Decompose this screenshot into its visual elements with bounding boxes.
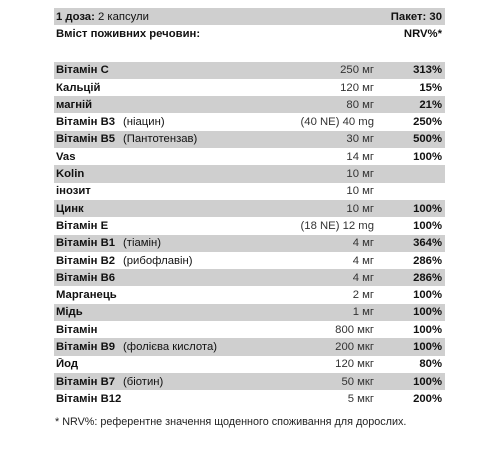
nutrient-name-cell	[56, 203, 262, 215]
nutrient-row	[54, 113, 445, 130]
nutrient-name: Кальцій	[56, 81, 101, 94]
nutrient-name-cell	[56, 151, 262, 163]
nutrient-name: Kolin	[56, 168, 85, 181]
nutrient-row	[54, 338, 445, 355]
nutrient-name: Vas	[56, 150, 76, 163]
nutrient-amount: 1 мг	[352, 306, 374, 319]
nutrient-nrv: 364%	[413, 237, 442, 250]
nutrient-name-cell	[56, 255, 262, 267]
nutrient-name-cell	[56, 272, 262, 284]
nrv-header: NRV%*	[403, 27, 442, 40]
nutrient-nrv: 100%	[413, 150, 442, 163]
nutrient-name: Вітамін B6	[56, 271, 116, 284]
nutrition-table	[54, 8, 445, 408]
content-label: Вміст поживних речовин:	[56, 27, 201, 40]
nutrient-amount: 4 мг	[352, 271, 374, 284]
nutrient-name: Вітамін B1	[56, 237, 116, 250]
nutrient-name-cell	[56, 358, 262, 370]
nutrient-rows	[54, 62, 445, 408]
nutrient-name: Вітамін B3	[56, 116, 116, 129]
nutrient-row	[54, 62, 445, 79]
nutrient-name: Вітамін B5	[56, 133, 116, 146]
nutrient-row	[54, 269, 445, 286]
nutrient-nrv: 286%	[413, 254, 442, 267]
nutrient-row	[54, 200, 445, 217]
nutrient-amount: (40 NE) 40 mg	[300, 116, 374, 129]
nutrient-nrv: 313%	[413, 64, 442, 77]
nutrient-amount: 5 мкг	[347, 392, 374, 405]
nutrient-nrv: 100%	[413, 323, 442, 336]
nutrient-name-cell	[56, 185, 262, 197]
spacer-row	[54, 43, 445, 62]
nutrient-name-cell	[56, 116, 262, 128]
nutrient-name: Вітамін B7	[56, 375, 116, 388]
dose-value: 2 капсули	[98, 10, 149, 23]
nutrient-row	[54, 235, 445, 252]
nutrient-note: (Пантотензав)	[123, 133, 198, 146]
nutrient-name-cell	[56, 168, 262, 180]
nutrient-row	[54, 252, 445, 269]
nutrient-name: Мідь	[56, 306, 83, 319]
nutrient-nrv: 100%	[413, 340, 442, 353]
nutrient-row	[54, 148, 445, 165]
nutrient-amount: 4 мг	[352, 237, 374, 250]
nutrient-amount: 250 мг	[340, 64, 374, 77]
nutrient-name: магній	[56, 98, 93, 111]
nutrient-name-cell	[56, 324, 262, 336]
nutrient-amount: 14 мг	[346, 150, 374, 163]
nutrient-name-cell	[56, 99, 262, 111]
nutrient-amount: 2 мг	[352, 289, 374, 302]
nutrient-name-cell	[56, 341, 262, 353]
pack-label: Пакет: 30	[390, 10, 442, 23]
nutrient-note: (фолієва кислота)	[123, 340, 218, 353]
serving-header-row	[54, 8, 445, 25]
nutrient-name: Вітамін B2	[56, 254, 116, 267]
nutrient-nrv: 100%	[413, 306, 442, 319]
nutrient-name: Цинк	[56, 202, 84, 215]
nutrient-name: інозит	[56, 185, 91, 198]
nutrient-amount: 200 мкг	[335, 340, 374, 353]
nutrient-amount: 4 мг	[352, 254, 374, 267]
nutrient-row	[54, 356, 445, 373]
nutrient-name-cell	[56, 306, 262, 318]
nutrient-nrv: 100%	[413, 289, 442, 302]
content-header-row	[54, 25, 445, 42]
nutrient-amount: 50 мкг	[341, 375, 374, 388]
nutrient-note: (тіамін)	[123, 237, 162, 250]
nutrient-row	[54, 321, 445, 338]
nutrient-nrv: 250%	[413, 116, 442, 129]
nutrient-row	[54, 131, 445, 148]
nutrient-name-cell	[56, 289, 262, 301]
nutrient-name: Вітамін C	[56, 64, 109, 77]
nutrient-name: Марганець	[56, 289, 117, 302]
nutrient-amount: 30 мг	[346, 133, 374, 146]
nutrient-row	[54, 183, 445, 200]
nutrient-row	[54, 165, 445, 182]
nutrient-amount: 10 мг	[346, 202, 374, 215]
nutrient-nrv: 15%	[419, 81, 442, 94]
nutrient-row	[54, 286, 445, 303]
nutrient-row	[54, 96, 445, 113]
nutrient-amount: 120 мг	[340, 81, 374, 94]
nutrient-amount: 10 мг	[346, 168, 374, 181]
nutrient-amount: (18 NE) 12 mg	[300, 219, 374, 232]
nutrient-name-cell	[56, 133, 262, 145]
nutrient-name-cell	[56, 220, 262, 232]
nutrient-name-cell	[56, 64, 262, 76]
nutrient-name-cell	[56, 237, 262, 249]
nutrient-name-cell	[56, 393, 262, 405]
nutrient-nrv: 500%	[413, 133, 442, 146]
nutrient-name: Вітамін	[56, 323, 98, 336]
nutrient-amount: 10 мг	[346, 185, 374, 198]
nutrient-nrv: 100%	[413, 219, 442, 232]
nutrient-row	[54, 390, 445, 407]
nutrient-nrv: 80%	[419, 358, 442, 371]
nutrient-row	[54, 217, 445, 234]
nutrient-nrv: 100%	[413, 375, 442, 388]
nutrient-name: Вітамін E	[56, 219, 109, 232]
nutrient-name-cell	[56, 82, 262, 94]
nutrient-nrv: 100%	[413, 202, 442, 215]
nutrient-amount: 120 мкг	[335, 358, 374, 371]
nutrient-row	[54, 304, 445, 321]
nutrient-row	[54, 79, 445, 96]
nutrient-nrv: 21%	[419, 98, 442, 111]
nutrient-name-cell	[56, 376, 262, 388]
nutrient-row	[54, 373, 445, 390]
nutrient-name: Вітамін B9	[56, 340, 116, 353]
nutrient-note: (біотин)	[123, 375, 164, 388]
nutrient-name: Вітамін B12	[56, 392, 122, 405]
nutrient-nrv: 286%	[413, 271, 442, 284]
nutrient-amount: 80 мг	[346, 98, 374, 111]
nutrient-amount: 800 мкг	[335, 323, 374, 336]
nrv-footnote: * NRV%: референтне значення щоденного споживання для дорослих.	[55, 416, 407, 428]
dose-label: 1 доза:	[56, 10, 95, 23]
nutrient-name: Йод	[56, 358, 79, 371]
nutrient-nrv: 200%	[413, 392, 442, 405]
nutrient-note: (рибофлавін)	[123, 254, 193, 267]
nutrient-note: (ніацин)	[123, 116, 165, 129]
